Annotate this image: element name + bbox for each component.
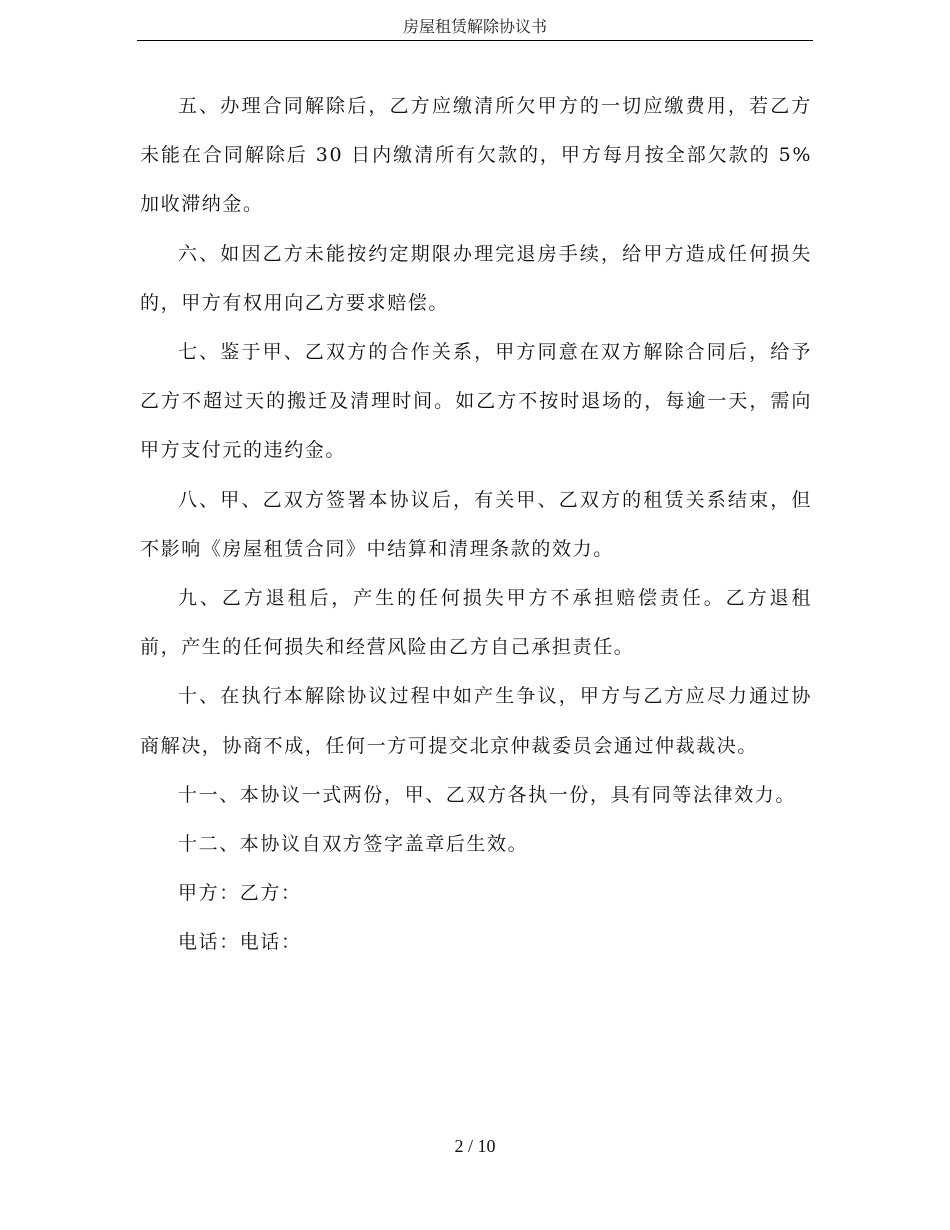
page-number: 2 / 10	[454, 1136, 496, 1156]
signature-line: 甲方：乙方：	[178, 882, 302, 905]
clause-5: 五、办理合同解除后，乙方应缴清所欠甲方的一切应缴费用，若乙方未能在合同解除后 30 日内缴清所有欠款的，甲方每月按全部欠款的 5%加收滞纳金。	[140, 95, 812, 216]
clause-10: 十、在执行本解除协议过程中如产生争议，甲方与乙方应尽力通过协商解决，协商不成，任何一方可提交北京仲裁委员会通过仲裁裁决。	[140, 685, 812, 757]
page-header-title: 房屋租赁解除协议书	[137, 14, 813, 41]
clause-6: 六、如因乙方未能按约定期限办理完退房手续，给甲方造成任何损失的，甲方有权用向乙方要求赔偿。	[140, 242, 812, 314]
clause-12: 十二、本协议自双方签字盖章后生效。	[178, 833, 529, 856]
clause-8: 八、甲、乙双方签署本协议后，有关甲、乙双方的租赁关系结束，但不影响《房屋租赁合同》中结算和清理条款的效力。	[140, 488, 812, 560]
clause-9: 九、乙方退租后，产生的任何损失甲方不承担赔偿责任。乙方退租前，产生的任何损失和经营风险由乙方自己承担责任。	[140, 587, 812, 659]
phone-line: 电话：电话：	[178, 931, 302, 954]
document-body	[140, 82, 812, 968]
clause-11: 十一、本协议一式两份，甲、乙双方各执一份，具有同等法律效力。	[178, 783, 797, 806]
clause-7: 七、鉴于甲、乙双方的合作关系，甲方同意在双方解除合同后，给予乙方不超过天的搬迁及清理时间。如乙方不按时退场的，每逾一天，需向甲方支付元的违约金。	[140, 341, 812, 462]
